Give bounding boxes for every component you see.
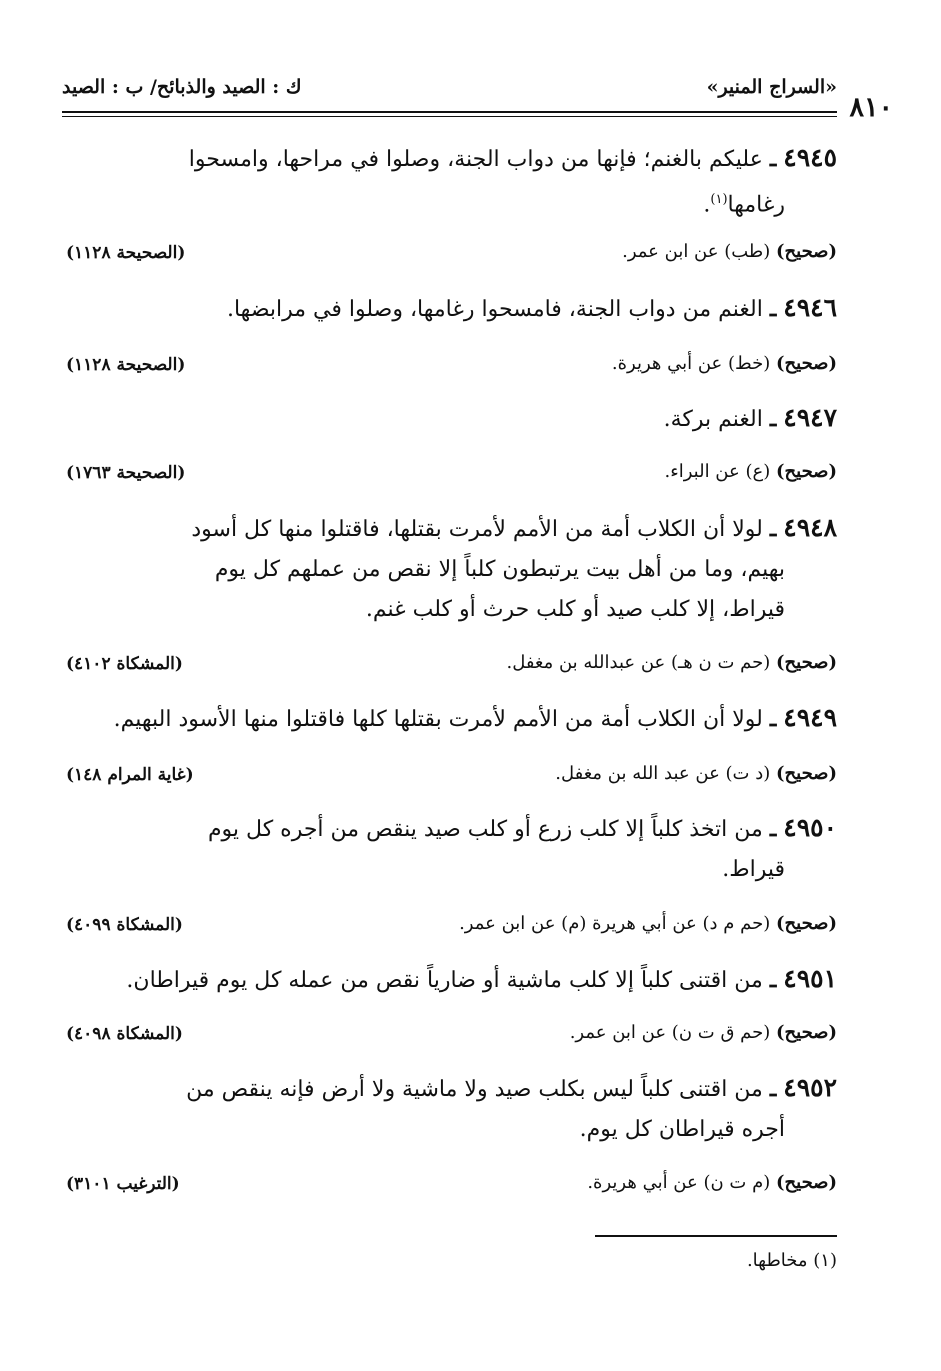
grade-label: (صحيح) — [776, 461, 837, 482]
hadith-text-continuation: قيراط، إلا كلب صيد أو كلب حرث أو كلب غنم. — [365, 597, 785, 622]
grade-line — [555, 763, 837, 784]
grade-label: (صحيح) — [776, 353, 837, 374]
reference: (الصحيحة ١٧٦٣) — [66, 463, 186, 483]
grade-label: (صحيح) — [776, 652, 837, 673]
hadith-text: الغنم من دواب الجنة، فامسحوا رغامها، وصلوا في مرابضها. — [226, 297, 763, 322]
sources: (حم ت ن هـ) عن عبدالله بن مغفل. — [506, 652, 771, 673]
hadith-text: لولا أن الكلاب أمة من الأمم لأمرت بقتلها كلها فاقتلوا منها الأسود البهيم. — [113, 707, 763, 732]
hadith-text: من اقتنى كلباً إلا كلب ماشية أو ضارياً نقص من عمله كل يوم قيراطان. — [126, 968, 763, 993]
sources: (خط) عن أبي هريرة. — [611, 353, 771, 374]
grade-label: (صحيح) — [776, 241, 837, 262]
hadith-entry — [72, 808, 837, 890]
reference: (غاية المرام ١٤٨) — [66, 765, 194, 785]
hadith-number: ٤٩٥١ — [783, 964, 837, 993]
grade-line — [587, 1172, 837, 1193]
header-rule — [62, 111, 837, 113]
grade-line — [506, 652, 837, 673]
reference: (الترغيب ٣١٠١) — [66, 1174, 180, 1194]
sources: (م ت ن) عن أبي هريرة. — [587, 1172, 771, 1193]
hadith-number: ٤٩٤٨ — [783, 513, 837, 542]
grade-line — [570, 1022, 837, 1043]
hadith-number: ٤٩٤٦ — [783, 293, 837, 322]
grade-line — [459, 913, 837, 934]
hadith-number: ٤٩٥٠ — [783, 813, 837, 842]
hadith-text-line: من اقتنى كلباً ليس بكلب صيد ولا ماشية ولا أرض فإنه ينقص من — [186, 1077, 763, 1102]
footnote-marker: (١) — [813, 1250, 837, 1271]
hadith-text-continuation: قيراط. — [722, 857, 785, 882]
reference: (المشكاة ٤٠٩٩) — [66, 915, 183, 935]
hadith-text-continuation: بهيم، وما من أهل بيت يرتبطون كلباً إلا نقص من عملهم كل يوم — [214, 557, 785, 582]
dash: ـ — [769, 406, 777, 432]
hadith-entry — [107, 698, 837, 740]
hadith-number: ٤٩٥٢ — [783, 1073, 837, 1102]
hadith-entry — [107, 398, 837, 440]
sources: (طب) عن ابن عمر. — [622, 241, 771, 262]
hadith-text-line: عليكم بالغنم؛ فإنها من دواب الجنة، وصلوا في مراحها، وامسحوا — [188, 147, 763, 172]
hadith-text: الغنم بركة. — [663, 407, 763, 432]
footnote — [747, 1250, 837, 1271]
dash: ـ — [769, 967, 777, 993]
dash: ـ — [769, 816, 777, 842]
sources: (حم ق ت ن) عن ابن عمر. — [569, 1022, 771, 1043]
page-number: ٨١٠ — [849, 92, 893, 123]
dash: ـ — [769, 706, 777, 732]
hadith-text-line: رغامها — [727, 192, 785, 218]
footnote-text: مخاطها. — [746, 1250, 808, 1271]
sources: (د ت) عن عبد الله بن مغفل. — [555, 763, 771, 784]
dash: ـ — [769, 146, 777, 172]
running-header — [62, 76, 837, 106]
chapter-title: ك : الصيد والذبائح/ ب : الصيد — [62, 76, 302, 98]
grade-line — [612, 353, 837, 374]
grade-label: (صحيح) — [776, 1022, 837, 1043]
reference: (المشكاة ٤١٠٢) — [66, 654, 183, 674]
dash: ـ — [769, 1076, 777, 1102]
hadith-number: ٤٩٤٩ — [783, 703, 837, 732]
book-title: «السراج المنير» — [706, 76, 837, 98]
footnote-marker: (١) — [710, 192, 728, 207]
grade-line — [665, 461, 837, 482]
dash: ـ — [769, 296, 777, 322]
hadith-number: ٤٩٤٧ — [783, 403, 837, 432]
hadith-entry — [72, 1068, 837, 1150]
hadith-number: ٤٩٤٥ — [783, 143, 837, 172]
hadith-text-line: لولا أن الكلاب أمة من الأمم لأمرت بقتلها، فاقتلوا منها كل أسود — [191, 517, 763, 542]
sources: (ع) عن البراء. — [664, 461, 771, 482]
hadith-text-continuation — [72, 180, 837, 225]
grade-label: (صحيح) — [776, 913, 837, 934]
hadith-entry — [107, 288, 837, 330]
grade-label: (صحيح) — [776, 1172, 837, 1193]
grade-line — [622, 241, 837, 262]
hadith-text-continuation: أجره قيراطان كل يوم. — [579, 1117, 785, 1142]
dash: ـ — [769, 516, 777, 542]
hadith-text-line: من اتخذ كلباً إلا كلب زرع أو كلب صيد ينقص من أجره كل يوم — [207, 817, 763, 842]
reference: (الصحيحة ١١٢٨) — [66, 355, 186, 375]
hadith-entry — [107, 959, 837, 1001]
header-rule-thin — [62, 116, 837, 117]
reference: (المشكاة ٤٠٩٨) — [66, 1024, 183, 1044]
grade-label: (صحيح) — [776, 763, 837, 784]
hadith-entry — [72, 508, 837, 630]
line-end: . — [703, 192, 711, 218]
footnote-rule — [595, 1235, 837, 1237]
reference: (الصحيحة ١١٢٨) — [66, 243, 186, 263]
hadith-entry — [72, 138, 837, 225]
sources: (حم م د) عن أبي هريرة (م) عن ابن عمر. — [459, 913, 771, 934]
